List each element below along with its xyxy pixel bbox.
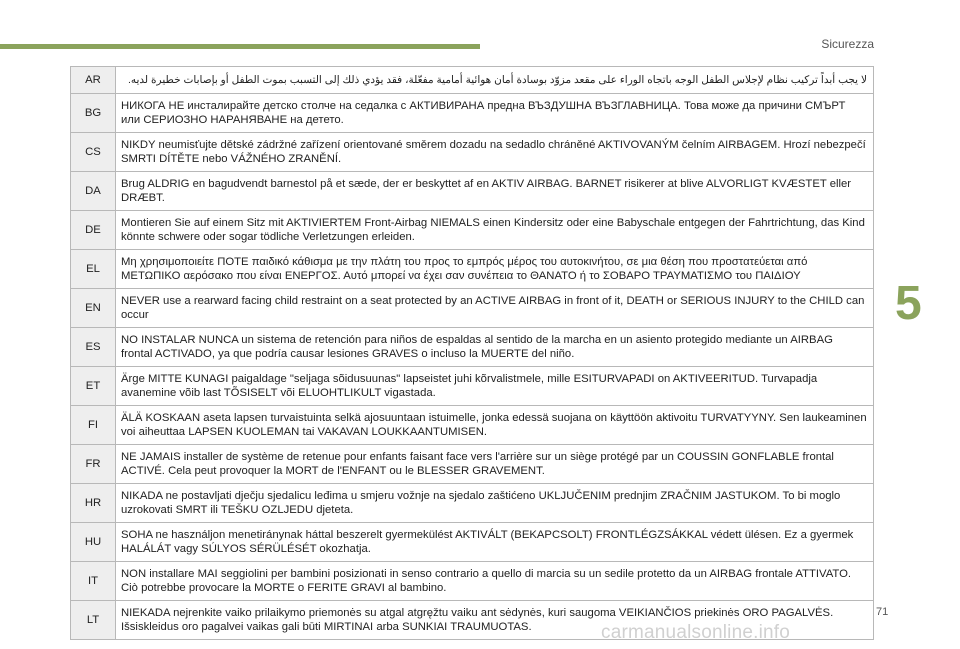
warning-text: NE JAMAIS installer de système de retenue pour enfants faisant face vers l'arrière sur un siège protégé par un COUSSIN GONFLABLE frontal ACTIVÉ. Cela peut provoquer la MORT de l'ENFANT ou le BLESSER GRAVEMENT. [116, 445, 874, 484]
table-row [71, 484, 874, 523]
warning-text: NIKDY neumisťujte dětské zádržné zařízení orientované směrem dozadu na sedadlo chráněné AKTIVOVANÝM čelním AIRBAGEM. Hrozí nebezpečí SMRTI DÍTĚTE nebo VÁŽNÉHO ZRANĚNÍ. [116, 133, 874, 172]
language-code: IT [71, 562, 116, 601]
table-row [71, 94, 874, 133]
table-row [71, 523, 874, 562]
language-code: LT [71, 601, 116, 640]
language-code: FR [71, 445, 116, 484]
table-row [71, 367, 874, 406]
header-accent-bar [0, 44, 480, 49]
table-row [71, 172, 874, 211]
warning-text: Μη χρησιμοποιείτε ΠΟΤΕ παιδικό κάθισμα με την πλάτη του προς το εμπρός μέρος του αυτοκινήτου, σε μια θέση που προστατεύεται από ΜΕΤΩΠΙΚΟ αερόσακο που είναι ΕΝΕΡΓΟΣ. Αυτό μπορεί να έχει σαν συνέπεια το ΘΑΝΑΤΟ ή το ΣΟΒΑΡΟ ΤΡΑΥΜΑΤΙΣΜΟ του ΠΑΙΔΙΟΥ [116, 250, 874, 289]
warning-text: NIKADA ne postavljati dječju sjedalicu leđima u smjeru vožnje na sjedalo zaštićeno UKLJUČENIM prednjim ZRAČNIM JASTUKOM. To bi moglo uzrokovati SMRT ili TEŠKU OZLJEDU djeteta. [116, 484, 874, 523]
watermark: carmanualsonline.info [601, 622, 791, 643]
language-code: EL [71, 250, 116, 289]
language-code: ET [71, 367, 116, 406]
language-code: BG [71, 94, 116, 133]
warning-text: NIEKADA nejrenkite vaiko prilaikymo priemonės su atgal atgręžtu vaiku ant sėdynės, kuri saugoma VEIKIANČIOS priekinės ORO PAGALVĖS. Išsiskleidus oro pagalvei vaikas gali būti MIRTINAI arba SUNKIAI TRAUMUOTAS. [116, 601, 874, 640]
warning-text: Montieren Sie auf einem Sitz mit AKTIVIERTEM Front-Airbag NIEMALS einen Kindersitz oder eine Babyschale entgegen der Fahrtrichtung, das Kind könnte schwere oder sogar tödliche Verletzungen erleiden. [116, 211, 874, 250]
language-code: HU [71, 523, 116, 562]
page-number: 71 [876, 606, 889, 618]
language-code: EN [71, 289, 116, 328]
language-code: AR [71, 67, 116, 94]
language-code: ES [71, 328, 116, 367]
table-row [71, 250, 874, 289]
language-code: DA [71, 172, 116, 211]
table-row [71, 211, 874, 250]
warning-text: Brug ALDRIG en bagudvendt barnestol på et sæde, der er beskyttet af en AKTIV AIRBAG. BARNET risikerer at blive ALVORLIGT KVÆSTET eller DRÆBT. [116, 172, 874, 211]
warning-text: SOHA ne használjon menetiránynak háttal beszerelt gyermekülést AKTIVÁLT (BEKAPCSOLT) FRONTLÉGZSÁKKAL védett ülésen. Ez a gyermek HALÁLÁT vagy SÚLYOS SÉRÜLÉSÉT okozhatja. [116, 523, 874, 562]
table-row [71, 328, 874, 367]
table-row [71, 289, 874, 328]
language-code: CS [71, 133, 116, 172]
language-code: HR [71, 484, 116, 523]
table-row [71, 406, 874, 445]
warning-text: NEVER use a rearward facing child restraint on a seat protected by an ACTIVE AIRBAG in front of it, DEATH or SERIOUS INJURY to the CHILD can occur [116, 289, 874, 328]
language-code: DE [71, 211, 116, 250]
warning-text: NO INSTALAR NUNCA un sistema de retención para niños de espaldas al sentido de la marcha en un asiento protegido mediante un AIRBAG frontal ACTIVADO, ya que podría causar lesiones GRAVES o incluso la MUERTE del niño. [116, 328, 874, 367]
table-row [71, 445, 874, 484]
table-row [71, 562, 874, 601]
warning-text: Ärge MITTE KUNAGI paigaldage "seljaga sõidusuunas" lapseistet juhi kõrvalistmele, mille ESITURVAPADI on AKTIVEERITUD. Turvapadja avanemine võib last TÕSISELT või ELUOHTLIKULT vigastada. [116, 367, 874, 406]
table-row [71, 67, 874, 94]
warning-text: NON installare MAI seggiolini per bambini posizionati in senso contrario a quello di marcia su un sedile protetto da un AIRBAG frontale ATTIVATO. Ciò potrebbe provocare la MORTE o FERITE GRAVI al bambino. [116, 562, 874, 601]
warning-text: НИКОГА НЕ инсталирайте детско столче на седалка с АКТИВИРАНА предна ВЪЗДУШНА ВЪЗГЛАВНИЦА. Това може да причини СМЪРТ или СЕРИОЗНО НАРАНЯВАНЕ на детето. [116, 94, 874, 133]
section-title: Sicurezza [821, 37, 874, 51]
warning-text: لا يجب أبداً تركيب نظام لإجلاس الطفل الوجه باتجاه الوراء على مقعد مزوّد بوسادة أمان هوائية أمامية مفعّلة، فقد يؤدي ذلك إلى التسبب بموت الطفل أو بإصابات خطيرة لديه. [116, 67, 874, 94]
airbag-warning-table [70, 66, 874, 640]
table-row [71, 133, 874, 172]
chapter-number: 5 [895, 277, 922, 330]
language-code: FI [71, 406, 116, 445]
warning-text: ÄLÄ KOSKAAN aseta lapsen turvaistuinta selkä ajosuuntaan istuimelle, jonka edessä suojana on käyttöön aktivoitu TURVATYYNY. Sen laukeaminen voi aiheuttaa LAPSEN KUOLEMAN tai VAKAVAN LOUKKAANTUMISEN. [116, 406, 874, 445]
